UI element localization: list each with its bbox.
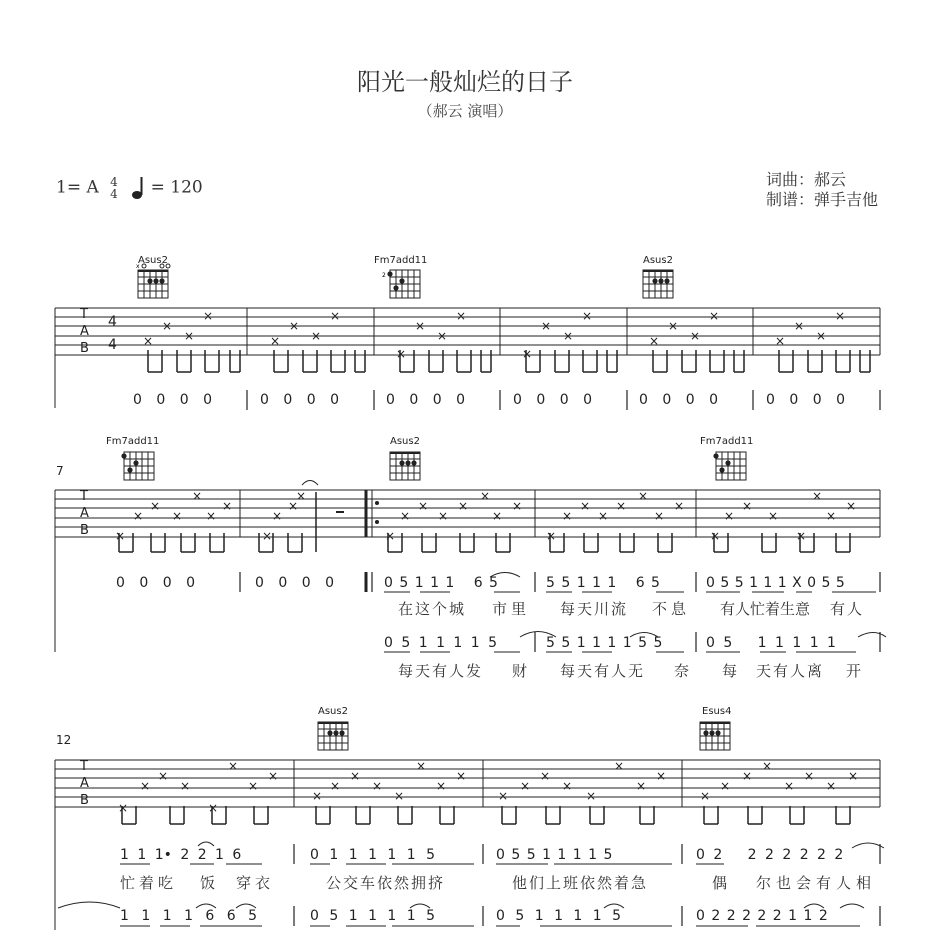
- svg-text:×: ×: [690, 329, 701, 343]
- svg-text:×: ×: [118, 801, 129, 815]
- svg-text:A: A: [80, 506, 89, 521]
- lyric-phrase: 有人忙着生意: [720, 600, 811, 618]
- svg-text:×: ×: [184, 329, 195, 343]
- jianpu-measure: 0 0 0 0: [513, 392, 592, 408]
- svg-text:×: ×: [492, 509, 503, 523]
- svg-text:×: ×: [848, 769, 859, 783]
- lyric-phrase: 每天有人无: [560, 662, 646, 680]
- jianpu-measure: 1 1 1 1 6 6 5: [120, 908, 258, 924]
- svg-text:×: ×: [312, 789, 323, 803]
- svg-text:×: ×: [270, 334, 281, 348]
- lyric-phrase: 每天有人发: [398, 662, 484, 680]
- svg-text:×: ×: [172, 509, 183, 523]
- svg-text:×: ×: [330, 309, 341, 323]
- svg-text:×: ×: [563, 329, 574, 343]
- svg-text:×: ×: [794, 319, 805, 333]
- svg-text:×: ×: [598, 509, 609, 523]
- measure-number: 7: [56, 464, 64, 478]
- jianpu-measure: 0 5 5 1 1 1 X 0 5 5: [706, 575, 845, 591]
- svg-text:×: ×: [158, 769, 169, 783]
- svg-text:×: ×: [775, 334, 786, 348]
- svg-text:×: ×: [700, 789, 711, 803]
- jianpu-measure: 0 0 0 0: [116, 575, 195, 591]
- svg-text:×: ×: [614, 759, 625, 773]
- jianpu-measure: 0 5 1 1 1 1 5: [384, 635, 498, 651]
- svg-text:×: ×: [206, 509, 217, 523]
- tab-strum-marks: [115, 489, 856, 543]
- svg-text:×: ×: [115, 529, 126, 543]
- song-subtitle: （郝云 演唱）: [417, 102, 513, 120]
- svg-text:×: ×: [546, 529, 557, 543]
- svg-text:×: ×: [248, 779, 259, 793]
- svg-text:×: ×: [458, 499, 469, 513]
- jianpu-measure: 0 2 2 2 2 2 2 2: [696, 847, 844, 863]
- svg-text:×: ×: [768, 509, 779, 523]
- svg-text:×: ×: [656, 769, 667, 783]
- time-sig-bottom: 4: [110, 187, 118, 201]
- tab-stems: [122, 806, 850, 824]
- svg-text:×: ×: [288, 499, 299, 513]
- lyric-phrase: 有人: [830, 600, 865, 618]
- svg-text:2: 2: [382, 272, 386, 279]
- chord-diagram-fm7add11: [121, 452, 154, 480]
- lyric-phrase: 在这个城: [398, 600, 467, 618]
- lyric-phrase: 开: [846, 662, 862, 680]
- lyric-phrase: 公交车依然拥挤: [326, 874, 446, 892]
- chord-name: Asus2: [390, 436, 420, 447]
- time-sig-top: 4: [110, 175, 118, 189]
- tab-clef: [79, 759, 89, 808]
- lyric-phrase: 奈: [674, 662, 690, 680]
- credit-arranger: 制谱：弹手吉他: [765, 190, 878, 209]
- svg-text:×: ×: [522, 347, 533, 361]
- svg-text:B: B: [80, 523, 89, 538]
- svg-text:×: ×: [586, 789, 597, 803]
- svg-text:×: ×: [262, 529, 273, 543]
- svg-text:×: ×: [140, 779, 151, 793]
- chord-name: Fm7add11: [106, 436, 160, 447]
- svg-text:4: 4: [108, 314, 117, 330]
- svg-text:×: ×: [762, 759, 773, 773]
- svg-text:×: ×: [296, 489, 307, 503]
- svg-text:×: ×: [804, 769, 815, 783]
- svg-text:×: ×: [649, 334, 660, 348]
- jianpu-measure: 0 0 0 0: [766, 392, 845, 408]
- svg-text:×: ×: [636, 779, 647, 793]
- lyric-phrase: 天有人离: [756, 662, 825, 680]
- svg-text:×: ×: [192, 489, 203, 503]
- svg-text:x: x: [136, 263, 140, 270]
- jianpu-measure: 0 5 1 1 1 1 5: [310, 908, 436, 924]
- lyric-phrase: 偶: [712, 874, 728, 892]
- jianpu-measure: 0 0 0 0: [260, 392, 339, 408]
- lyric-phrase: 不息: [652, 600, 691, 618]
- svg-text:×: ×: [289, 319, 300, 333]
- svg-text:×: ×: [826, 779, 837, 793]
- tab-clef: [79, 307, 117, 356]
- svg-text:×: ×: [562, 779, 573, 793]
- svg-text:×: ×: [668, 319, 679, 333]
- repeat-dots: [375, 501, 379, 524]
- jianpu-measure: 0 0 0 0: [386, 392, 465, 408]
- svg-text:×: ×: [143, 334, 154, 348]
- svg-text:×: ×: [203, 309, 214, 323]
- svg-text:×: ×: [540, 769, 551, 783]
- svg-text:×: ×: [742, 769, 753, 783]
- jianpu-measure: 0 5 5 1 1 1 1 5: [496, 847, 613, 863]
- svg-text:T: T: [80, 307, 88, 322]
- svg-text:×: ×: [580, 499, 591, 513]
- svg-text:×: ×: [826, 509, 837, 523]
- tie-arc: [302, 481, 318, 486]
- svg-text:×: ×: [654, 509, 665, 523]
- svg-text:×: ×: [720, 779, 731, 793]
- lyric-phrase: 每天川流: [560, 600, 629, 618]
- chord-diagram-esus4: [700, 722, 730, 750]
- svg-text:A: A: [80, 776, 89, 791]
- chord-name: Asus2: [138, 255, 168, 266]
- svg-text:×: ×: [456, 309, 467, 323]
- svg-text:×: ×: [208, 801, 219, 815]
- chord-diagram-fm7add11: [713, 452, 746, 480]
- jianpu-measure: 5 5 1 1 1 1 5 5: [546, 635, 663, 651]
- svg-text:T: T: [80, 759, 88, 774]
- svg-text:4: 4: [108, 337, 117, 353]
- svg-text:×: ×: [133, 509, 144, 523]
- chord-name: Asus2: [318, 706, 348, 717]
- svg-text:×: ×: [582, 309, 593, 323]
- svg-text:B: B: [80, 341, 89, 356]
- jianpu-measure: 5 5 1 1 1 6 5: [546, 575, 660, 591]
- svg-text:B: B: [80, 793, 89, 808]
- jianpu-measure: 1 1 1• 2 2 1 6: [120, 847, 242, 863]
- svg-text:×: ×: [268, 769, 279, 783]
- svg-text:×: ×: [437, 329, 448, 343]
- svg-text:×: ×: [436, 779, 447, 793]
- svg-text:T: T: [80, 489, 88, 504]
- key-signature: 1= A: [56, 177, 99, 198]
- svg-text:×: ×: [396, 347, 407, 361]
- svg-text:×: ×: [150, 499, 161, 513]
- svg-text:×: ×: [638, 489, 649, 503]
- svg-text:×: ×: [812, 489, 823, 503]
- chord-diagram-asus2: [136, 263, 170, 298]
- song-title: 阳光一般灿烂的日子: [357, 68, 573, 96]
- svg-text:×: ×: [311, 329, 322, 343]
- svg-text:×: ×: [616, 499, 627, 513]
- svg-text:×: ×: [162, 319, 173, 333]
- svg-text:×: ×: [415, 319, 426, 333]
- svg-text:×: ×: [512, 499, 523, 513]
- chord-name: Fm7add11: [700, 436, 754, 447]
- svg-text:×: ×: [498, 789, 509, 803]
- lyric-phrase: 每: [722, 662, 738, 680]
- svg-text:×: ×: [456, 769, 467, 783]
- tab-stems: [148, 350, 870, 372]
- svg-text:×: ×: [385, 529, 396, 543]
- svg-text:×: ×: [480, 489, 491, 503]
- svg-text:×: ×: [416, 759, 427, 773]
- svg-text:×: ×: [724, 509, 735, 523]
- svg-text:×: ×: [228, 759, 239, 773]
- jianpu-measure: 0 0 0 0: [255, 575, 334, 591]
- svg-text:×: ×: [330, 779, 341, 793]
- chord-diagram-fm7add11: [382, 270, 420, 298]
- jianpu-measure: 0 5 1 1 1 6 5: [384, 575, 498, 591]
- svg-text:×: ×: [394, 789, 405, 803]
- svg-text:×: ×: [350, 769, 361, 783]
- jianpu-measure: 0 5 1 1 1 1 5: [496, 908, 622, 924]
- lyric-phrase: 财: [512, 662, 528, 680]
- chord-name: Fm7add11: [374, 255, 428, 266]
- lyric-phrase: 尔也会有人相: [756, 874, 877, 892]
- svg-text:×: ×: [742, 499, 753, 513]
- chord-name: Asus2: [643, 255, 673, 266]
- credit-lyrics-music: 词曲：郝云: [765, 170, 846, 189]
- jianpu-measure: 0 1 1 1 1 1 5: [310, 847, 436, 863]
- svg-text:A: A: [80, 324, 89, 339]
- measure-number: 12: [56, 733, 72, 747]
- svg-text:×: ×: [222, 499, 233, 513]
- lyric-phrase: 穿衣: [236, 874, 275, 892]
- chord-diagram-asus2: [390, 452, 420, 480]
- lyric-phrase: 饭: [200, 874, 216, 892]
- svg-text:×: ×: [400, 509, 411, 523]
- tempo-value: = 120: [150, 177, 203, 198]
- svg-text:×: ×: [784, 779, 795, 793]
- svg-text:×: ×: [835, 309, 846, 323]
- jianpu-measure: 0 5 1 1 1 1 1: [706, 635, 836, 651]
- chord-diagram-asus2: [318, 722, 348, 750]
- lyric-phrase: 市里: [492, 600, 531, 618]
- tab-clef: [79, 489, 89, 538]
- svg-text:×: ×: [180, 779, 191, 793]
- svg-text:×: ×: [418, 499, 429, 513]
- jianpu-measure: 0 0 0 0: [639, 392, 718, 408]
- svg-text:×: ×: [710, 529, 721, 543]
- svg-text:×: ×: [541, 319, 552, 333]
- jianpu-measure: 0 0 0 0: [133, 392, 212, 408]
- svg-text:×: ×: [846, 499, 857, 513]
- lyric-phrase: 他们上班依然着急: [512, 874, 649, 892]
- svg-text:×: ×: [816, 329, 827, 343]
- svg-text:×: ×: [562, 509, 573, 523]
- svg-text:×: ×: [796, 529, 807, 543]
- svg-text:×: ×: [272, 509, 283, 523]
- svg-text:×: ×: [674, 499, 685, 513]
- tab-staff: [55, 760, 880, 930]
- lyric-phrase: 忙着吃: [120, 874, 178, 892]
- chord-name: Esus4: [702, 706, 732, 717]
- svg-text:×: ×: [709, 309, 720, 323]
- jianpu-measure: 0 2 2 2 2 2 1 1 2: [696, 908, 828, 924]
- chord-diagram-asus2: [643, 270, 673, 298]
- svg-text:×: ×: [372, 779, 383, 793]
- svg-text:×: ×: [520, 779, 531, 793]
- svg-text:×: ×: [438, 509, 449, 523]
